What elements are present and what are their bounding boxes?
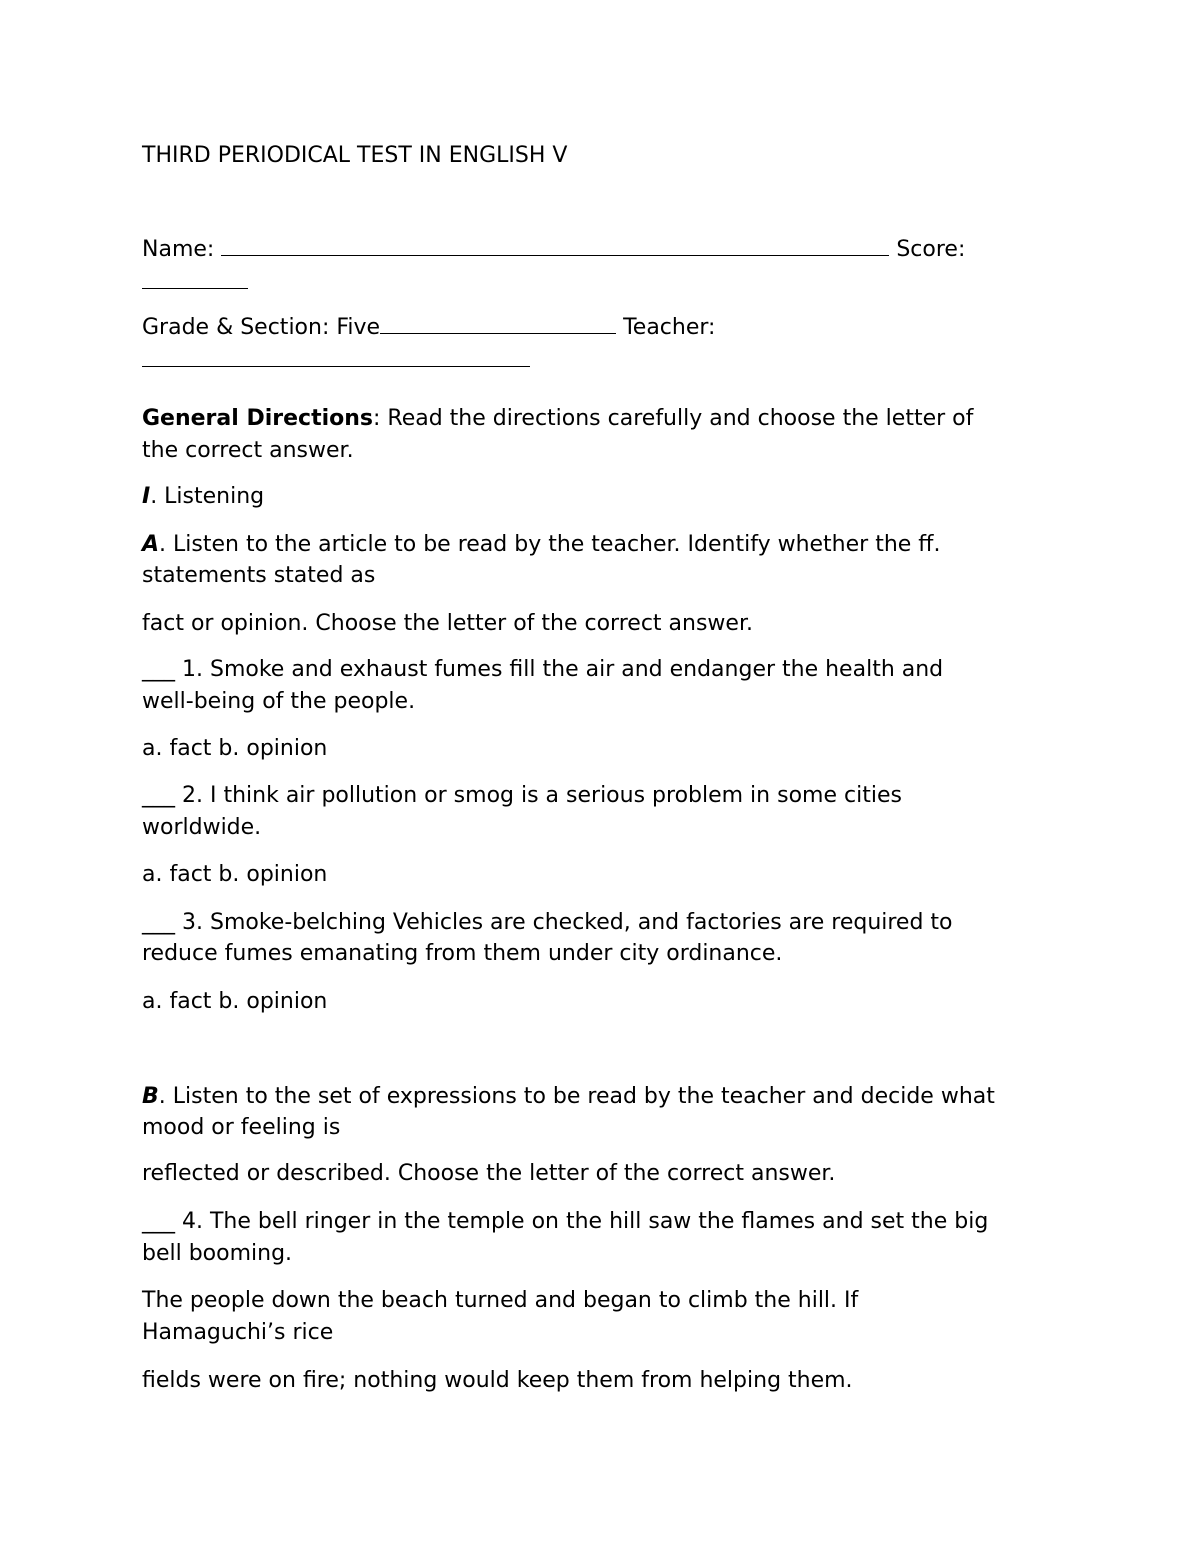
page-title: THIRD PERIODICAL TEST IN ENGLISH V (142, 143, 568, 168)
teacher-row (142, 348, 530, 374)
section-b-letter: B (142, 1084, 159, 1109)
score-label: Score: (896, 237, 966, 262)
question-2-cont: worldwide. (142, 815, 262, 840)
question-1: ___ 1. Smoke and exhaust fumes fill the air and endanger the health and (142, 657, 944, 682)
part-1-label: . Listening (150, 484, 265, 509)
part-1-heading (142, 484, 264, 510)
question-3-cont: reduce fumes emanating from them under city ordinance. (142, 941, 783, 966)
section-b-directions-cont: mood or feeling is (142, 1115, 341, 1140)
question-1-cont: well-being of the people. (142, 689, 416, 714)
section-a-directions (142, 532, 940, 558)
grade-row (142, 315, 715, 341)
score-blank[interactable] (142, 270, 248, 289)
section-b-text: . Listen to the set of expressions to be read by the teacher and decide what (158, 1084, 995, 1109)
question-3-choices: a. fact b. opinion (142, 989, 328, 1014)
question-4-cont: bell booming. (142, 1241, 293, 1266)
general-directions-heading: General Directions (142, 406, 373, 431)
section-a-directions-cont: statements stated as (142, 563, 376, 588)
section-a-letter: A (142, 532, 160, 557)
general-directions-text: : Read the directions carefully and choose the letter of (373, 406, 974, 431)
teacher-label: Teacher: (623, 315, 716, 340)
general-directions (142, 406, 973, 432)
question-4-passage-3: fields were on fire; nothing would keep them from helping them. (142, 1368, 853, 1393)
section-b-directions (142, 1084, 995, 1110)
name-blank[interactable] (221, 237, 889, 256)
teacher-blank[interactable] (142, 348, 530, 367)
section-a-text: . Listen to the article to be read by the teacher. Identify whether the ff. (159, 532, 941, 557)
question-4: ___ 4. The bell ringer in the temple on the hill saw the flames and set the big (142, 1209, 989, 1234)
question-1-choices: a. fact b. opinion (142, 736, 328, 761)
question-2-choices: a. fact b. opinion (142, 862, 328, 887)
grade-section-blank[interactable] (380, 315, 616, 334)
question-2: ___ 2. I think air pollution or smog is a serious problem in some cities (142, 783, 902, 808)
section-a-directions-cont2: fact or opinion. Choose the letter of the correct answer. (142, 611, 753, 636)
question-4-passage-1: The people down the beach turned and began to climb the hill. If (142, 1288, 859, 1313)
section-b-directions-cont2: reflected or described. Choose the letter of the correct answer. (142, 1161, 836, 1186)
name-row (142, 237, 965, 263)
score-row (142, 270, 248, 296)
part-1-numeral: I (142, 484, 151, 509)
question-3: ___ 3. Smoke-belching Vehicles are checked, and factories are required to (142, 910, 953, 935)
question-4-passage-2: Hamaguchi’s rice (142, 1320, 334, 1345)
general-directions-cont: the correct answer. (142, 438, 354, 463)
grade-section-label: Grade & Section: Five (142, 315, 381, 340)
name-label: Name: (142, 237, 215, 262)
